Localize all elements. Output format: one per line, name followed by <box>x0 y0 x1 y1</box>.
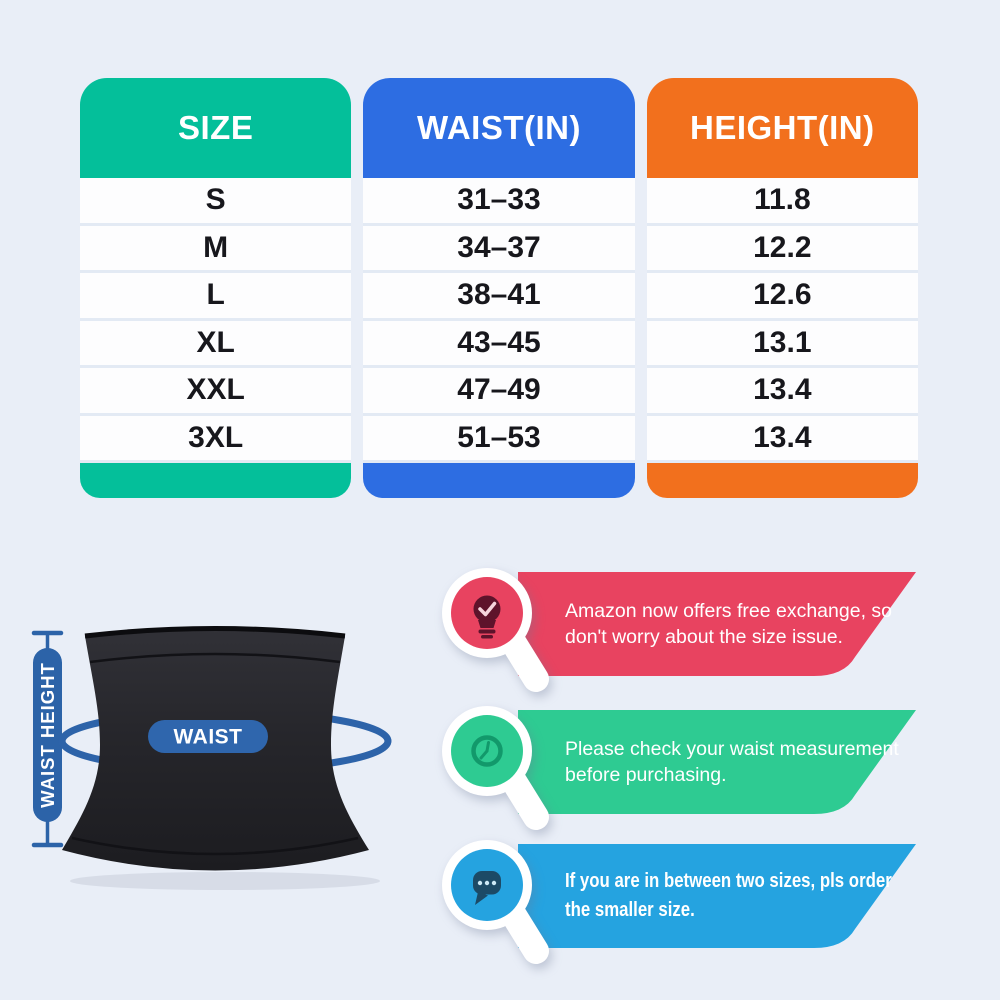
size-cell: L <box>80 273 351 321</box>
height-cell: 12.2 <box>647 226 918 274</box>
size-cell: 3XL <box>80 416 351 464</box>
height-cell: 13.4 <box>647 416 918 464</box>
waist-column <box>363 78 634 498</box>
size-cell: M <box>80 226 351 274</box>
note-text <box>565 844 892 948</box>
note-text <box>565 572 925 676</box>
note-text <box>565 710 925 814</box>
height-cell: 12.6 <box>647 273 918 321</box>
size-cell: S <box>80 178 351 226</box>
height-column-footer <box>647 463 918 498</box>
waist-trainer-illustration <box>18 598 438 898</box>
waist-cell: 47–49 <box>363 368 634 416</box>
waist-height-label: WAIST HEIGHT <box>37 662 58 808</box>
note-line: the smaller size. <box>565 899 695 921</box>
waist-cell: 43–45 <box>363 321 634 369</box>
height-column <box>647 78 918 498</box>
size-cell: XL <box>80 321 351 369</box>
waist-cell: 51–53 <box>363 416 634 464</box>
note-badge <box>440 837 555 972</box>
note-badge <box>440 703 555 838</box>
height-header: HEIGHT(IN) <box>647 78 918 178</box>
waist-height-measure <box>33 633 62 845</box>
waist-cell: 31–33 <box>363 178 634 226</box>
size-column <box>80 78 351 498</box>
size-cell: XXL <box>80 368 351 416</box>
note-line: If you are in between two sizes, pls order <box>565 870 892 892</box>
waist-cell: 38–41 <box>363 273 634 321</box>
size-header: SIZE <box>80 78 351 178</box>
size-table <box>80 78 918 498</box>
height-cell: 13.4 <box>647 368 918 416</box>
note-line: don't worry about the size issue. <box>565 626 843 648</box>
note-badge <box>440 565 555 700</box>
height-cell: 11.8 <box>647 178 918 226</box>
note-line: Amazon now offers free exchange, so <box>565 600 892 622</box>
size-column-footer <box>80 463 351 498</box>
waist-header: WAIST(IN) <box>363 78 634 178</box>
note-line: Please check your waist measurement <box>565 738 899 760</box>
waist-label: WAIST <box>173 725 243 749</box>
note-line: before purchasing. <box>565 764 727 786</box>
note-between-sizes <box>440 837 945 977</box>
waist-column-footer <box>363 463 634 498</box>
note-check-measurement <box>440 703 945 843</box>
waist-cell: 34–37 <box>363 226 634 274</box>
waist-label-pill <box>148 720 268 753</box>
note-free-exchange <box>440 565 945 705</box>
garment-shadow <box>70 872 380 890</box>
height-cell: 13.1 <box>647 321 918 369</box>
